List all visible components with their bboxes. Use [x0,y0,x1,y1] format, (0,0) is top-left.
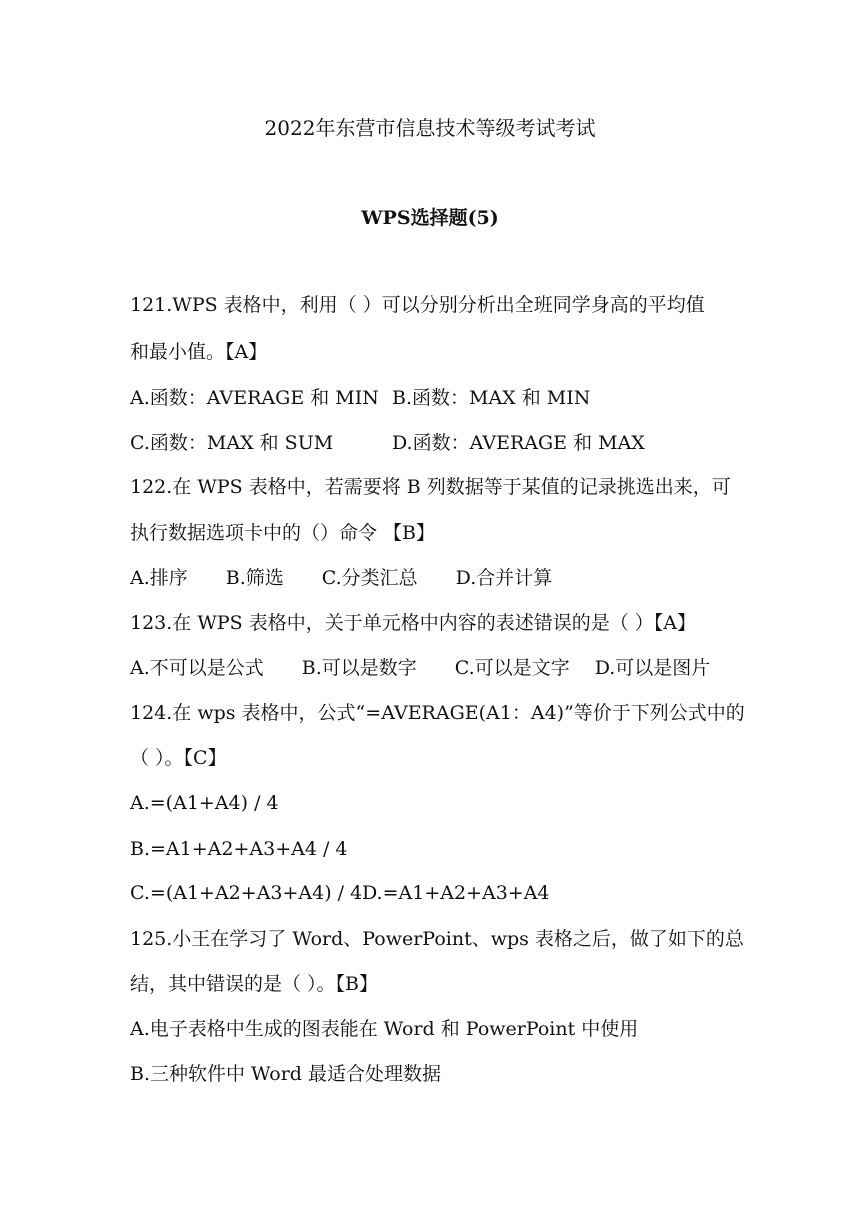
section-title: WPS选择题(5) [361,207,499,229]
question-125-option-a: A.电子表格中生成的图表能在 Word 和 PowerPoint 中使用 [130,1018,639,1040]
option-a: A.函数：AVERAGE 和 MIN [130,387,379,409]
question-123-line-1: 123.在 WPS 表格中，关于单元格中内容的表述错误的是（ ）【A】 [130,612,696,634]
question-124-option-a: A.=(A1+A4) / 4 [130,792,279,814]
question-121-line-2: 和最小值。【A】 [130,341,268,363]
question-122-line-1: 122.在 WPS 表格中，若需要将 B 列数据等于某值的记录挑选出来，可 [130,476,731,498]
question-124-line-1: 124.在 wps 表格中，公式“=AVERAGE(A1：A4)”等价于下列公式中的 [130,702,745,724]
question-122-line-2: 执行数据选项卡中的（）命令 【B】 [130,522,436,544]
question-121-options-row-1 [130,385,730,411]
question-125-line-2: 结，其中错误的是（ ）。【B】 [130,973,379,995]
question-124-option-b: B.=A1+A2+A3+A4 / 4 [130,838,348,860]
option-c: C.函数：MAX 和 SUM [130,432,334,454]
question-121-options-row-2 [130,430,730,456]
option-c: C.=(A1+A2+A3+A4) / 4 [130,882,363,904]
question-121-line-1: 121.WPS 表格中，利用（ ）可以分别分析出全班同学身高的平均值 [130,294,705,316]
question-125-option-b: B.三种软件中 Word 最适合处理数据 [130,1063,442,1085]
option-b: B.函数：MAX 和 MIN [392,387,591,409]
question-122-options: A.排序 B.筛选 C.分类汇总 D.合并计算 [130,567,553,589]
question-124-options-row [130,880,730,906]
document-title: 2022年东营市信息技术等级考试考试 [264,116,596,140]
option-d: D.函数：AVERAGE 和 MAX [392,432,645,454]
option-d: D.=A1+A2+A3+A4 [362,882,550,904]
question-125-line-1: 125.小王在学习了 Word、PowerPoint、wps 表格之后，做了如下的总 [130,928,744,950]
question-123-options: A.不可以是公式 B.可以是数字 C.可以是文字 D.可以是图片 [130,657,711,679]
question-124-line-2: （ ）。【C】 [130,747,227,769]
